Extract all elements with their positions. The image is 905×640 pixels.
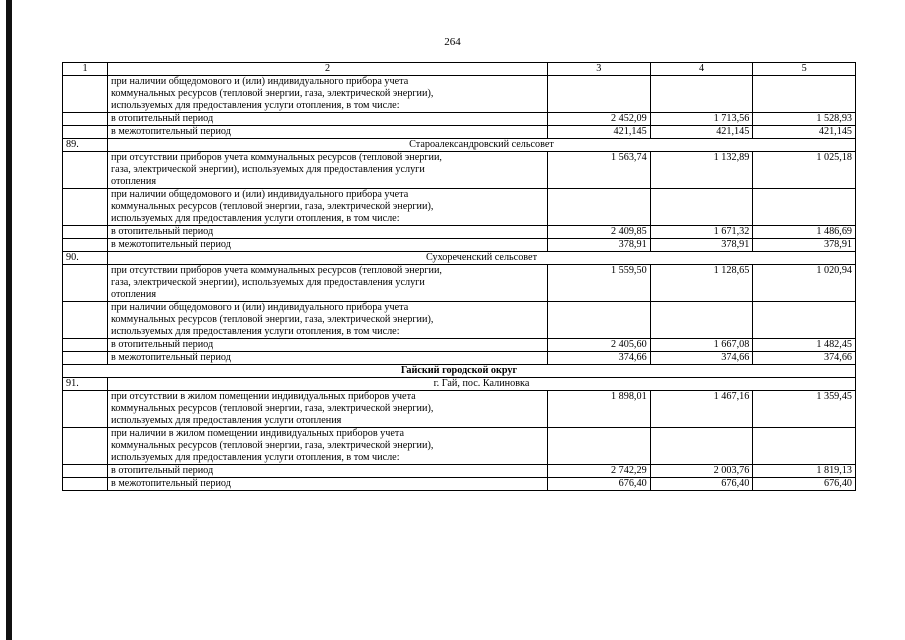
description-line: коммунальных ресурсов (тепловой энергии, газа, электрической энергии), xyxy=(111,440,434,451)
value-col-3 xyxy=(548,76,651,113)
row-number-cell xyxy=(63,352,108,365)
value-col-5 xyxy=(753,302,856,339)
table-row xyxy=(63,113,856,126)
description-line: при наличии в жилом помещении индивидуальных приборов учета xyxy=(111,428,405,439)
value-col-3: 2 405,60 xyxy=(548,339,651,352)
header-col-4: 4 xyxy=(650,63,753,76)
description-line: коммунальных ресурсов (тепловой энергии, газа, электрической энергии), xyxy=(111,314,434,325)
value-col-5: 1 020,94 xyxy=(753,265,856,302)
value-col-4: 1 467,16 xyxy=(650,391,753,428)
value-col-3 xyxy=(548,189,651,226)
value-col-4: 1 128,65 xyxy=(650,265,753,302)
district-row xyxy=(63,365,856,378)
description-line: используемых для предоставления услуги отопления, в том числе: xyxy=(111,452,400,463)
value-col-4 xyxy=(650,302,753,339)
value-col-5 xyxy=(753,76,856,113)
section-row xyxy=(63,252,856,265)
row-number-cell xyxy=(63,113,108,126)
value-col-3: 2 409,85 xyxy=(548,226,651,239)
row-label: в межотопительный период xyxy=(108,352,548,365)
description-line: при наличии общедомового и (или) индивидуального прибора учета xyxy=(111,189,409,200)
description-line: при отсутствии в жилом помещении индивидуальных приборов учета xyxy=(111,391,416,402)
value-col-4 xyxy=(650,76,753,113)
header-col-2: 2 xyxy=(108,63,548,76)
table-row xyxy=(63,465,856,478)
description-line: используемых для предоставления услуги отопления, в том числе: xyxy=(111,213,400,224)
value-col-3: 1 898,01 xyxy=(548,391,651,428)
value-col-5: 1 359,45 xyxy=(753,391,856,428)
value-col-5: 676,40 xyxy=(753,478,856,491)
row-label: в межотопительный период xyxy=(108,478,548,491)
value-col-4: 421,145 xyxy=(650,126,753,139)
header-col-3: 3 xyxy=(548,63,651,76)
section-title: Староалександровский сельсовет xyxy=(108,139,856,152)
description-line: коммунальных ресурсов (тепловой энергии, газа, электрической энергии), xyxy=(111,88,434,99)
description-line: при отсутствии приборов учета коммунальных ресурсов (тепловой энергии, xyxy=(111,152,442,163)
row-label: в отопительный период xyxy=(108,226,548,239)
row-number-cell xyxy=(63,239,108,252)
table-row xyxy=(63,428,856,465)
description-line: используемых для предоставления услуги отопления xyxy=(111,415,342,426)
table-row xyxy=(63,239,856,252)
value-col-3: 374,66 xyxy=(548,352,651,365)
description-line: используемых для предоставления услуги отопления, в том числе: xyxy=(111,326,400,337)
value-col-5: 1 482,45 xyxy=(753,339,856,352)
value-col-3: 2 742,29 xyxy=(548,465,651,478)
section-number: 89. xyxy=(63,139,108,152)
value-col-5: 1 025,18 xyxy=(753,152,856,189)
row-number-cell xyxy=(63,391,108,428)
row-description xyxy=(108,76,548,113)
description-line: при наличии общедомового и (или) индивидуального прибора учета xyxy=(111,76,409,87)
section-title: Сухореченский сельсовет xyxy=(108,252,856,265)
row-description xyxy=(108,265,548,302)
value-col-5: 421,145 xyxy=(753,126,856,139)
value-col-4: 1 667,08 xyxy=(650,339,753,352)
tariff-table xyxy=(62,62,856,491)
row-number-cell xyxy=(63,265,108,302)
row-number-cell xyxy=(63,126,108,139)
header-col-5: 5 xyxy=(753,63,856,76)
row-number-cell xyxy=(63,226,108,239)
value-col-5: 1 486,69 xyxy=(753,226,856,239)
row-description xyxy=(108,189,548,226)
value-col-3: 676,40 xyxy=(548,478,651,491)
section-title: г. Гай, пос. Калиновка xyxy=(108,378,856,391)
value-col-4: 378,91 xyxy=(650,239,753,252)
table-row xyxy=(63,126,856,139)
value-col-5 xyxy=(753,428,856,465)
value-col-5: 1 819,13 xyxy=(753,465,856,478)
row-number-cell xyxy=(63,428,108,465)
section-number: 91. xyxy=(63,378,108,391)
row-label: в отопительный период xyxy=(108,113,548,126)
value-col-4: 676,40 xyxy=(650,478,753,491)
value-col-4: 2 003,76 xyxy=(650,465,753,478)
description-line: газа, электрической энергии), используемых для предоставления услуги xyxy=(111,277,425,288)
value-col-5: 1 528,93 xyxy=(753,113,856,126)
row-number-cell xyxy=(63,339,108,352)
value-col-3: 2 452,09 xyxy=(548,113,651,126)
table-row xyxy=(63,76,856,113)
section-number: 90. xyxy=(63,252,108,265)
value-col-4: 1 713,56 xyxy=(650,113,753,126)
row-number-cell xyxy=(63,76,108,113)
section-row xyxy=(63,378,856,391)
header-row xyxy=(63,63,856,76)
row-description xyxy=(108,152,548,189)
row-description xyxy=(108,391,548,428)
table-row xyxy=(63,478,856,491)
row-label: в межотопительный период xyxy=(108,126,548,139)
description-line: газа, электрической энергии), используемых для предоставления услуги xyxy=(111,164,425,175)
description-line: при наличии общедомового и (или) индивидуального прибора учета xyxy=(111,302,409,313)
row-description xyxy=(108,428,548,465)
value-col-4 xyxy=(650,428,753,465)
table-row xyxy=(63,339,856,352)
description-line: коммунальных ресурсов (тепловой энергии, газа, электрической энергии), xyxy=(111,403,434,414)
table-row xyxy=(63,391,856,428)
value-col-5: 378,91 xyxy=(753,239,856,252)
value-col-4: 374,66 xyxy=(650,352,753,365)
table-row xyxy=(63,152,856,189)
table-row xyxy=(63,226,856,239)
row-description xyxy=(108,302,548,339)
row-label: в отопительный период xyxy=(108,465,548,478)
description-line: используемых для предоставления услуги отопления, в том числе: xyxy=(111,100,400,111)
row-number-cell xyxy=(63,465,108,478)
value-col-3: 378,91 xyxy=(548,239,651,252)
value-col-3 xyxy=(548,302,651,339)
value-col-3: 421,145 xyxy=(548,126,651,139)
row-label: в межотопительный период xyxy=(108,239,548,252)
section-row xyxy=(63,139,856,152)
row-number-cell xyxy=(63,152,108,189)
row-number-cell xyxy=(63,189,108,226)
row-number-cell xyxy=(63,478,108,491)
page-number: 264 xyxy=(444,36,461,48)
table-row xyxy=(63,265,856,302)
value-col-5 xyxy=(753,189,856,226)
row-label: в отопительный период xyxy=(108,339,548,352)
district-title: Гайский городской округ xyxy=(63,365,856,378)
value-col-3: 1 563,74 xyxy=(548,152,651,189)
table-row xyxy=(63,302,856,339)
header-col-1: 1 xyxy=(63,63,108,76)
value-col-3: 1 559,50 xyxy=(548,265,651,302)
description-line: отопления xyxy=(111,176,157,187)
row-number-cell xyxy=(63,302,108,339)
description-line: при отсутствии приборов учета коммунальных ресурсов (тепловой энергии, xyxy=(111,265,442,276)
description-line: коммунальных ресурсов (тепловой энергии, газа, электрической энергии), xyxy=(111,201,434,212)
scan-edge-bar xyxy=(6,0,12,640)
description-line: отопления xyxy=(111,289,157,300)
value-col-4: 1 671,32 xyxy=(650,226,753,239)
value-col-3 xyxy=(548,428,651,465)
table-row xyxy=(63,352,856,365)
value-col-5: 374,66 xyxy=(753,352,856,365)
table-row xyxy=(63,189,856,226)
value-col-4 xyxy=(650,189,753,226)
value-col-4: 1 132,89 xyxy=(650,152,753,189)
